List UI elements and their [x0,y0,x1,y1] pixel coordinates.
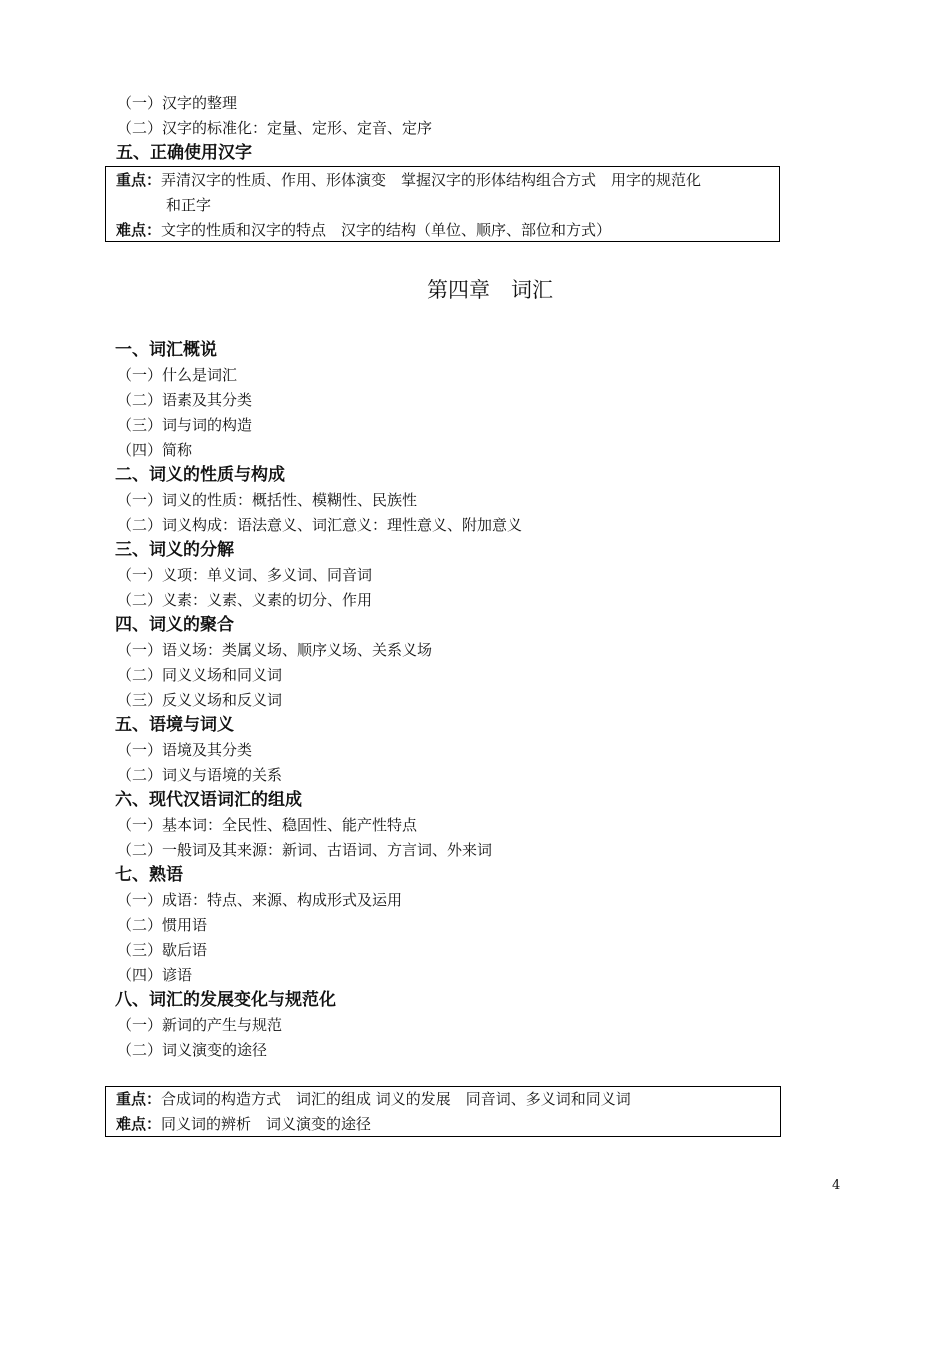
list-item: （三）歇后语 [117,941,208,959]
section-heading: 二、词义的性质与构成 [115,465,285,485]
list-item: （二）词义与语境的关系 [117,766,283,784]
difficulty-label: 难点： [116,221,162,239]
section-heading: 七、熟语 [115,865,183,885]
list-item: （一）成语：特点、来源、构成形式及运用 [117,891,403,909]
section-heading: 三、词义的分解 [115,540,234,560]
list-item: （二）惯用语 [117,916,208,934]
key-text-continued: 和正字 [166,196,212,214]
list-item: （四）谚语 [117,966,193,984]
key-text: 合成词的构造方式 词汇的组成 词义的发展 同音词、多义词和同义词 [161,1090,631,1108]
list-item: （一）词义的性质：概括性、模糊性、民族性 [117,491,418,509]
key-points-box [105,1086,781,1137]
page-number: 4 [832,1178,841,1193]
list-item: （一）什么是词汇 [117,366,238,384]
list-item: （一）语义场：类属义场、顺序义场、关系义场 [117,641,433,659]
list-item: （一）基本词：全民性、稳固性、能产性特点 [117,816,418,834]
difficulty-text: 同义词的辨析 词义演变的途径 [161,1115,372,1133]
key-label: 重点： [116,1090,162,1108]
section-heading: 五、语境与词义 [115,715,234,735]
key-text: 弄清汉字的性质、作用、形体演变 掌握汉字的形体结构组合方式 用字的规范化 [161,171,702,189]
list-item: （二）词义构成：语法意义、词汇意义：理性意义、附加意义 [117,516,523,534]
list-item: （二）一般词及其来源：新词、古语词、方言词、外来词 [117,841,493,859]
list-item: （二）词义演变的途径 [117,1041,268,1059]
key-label: 重点： [116,171,162,189]
chapter-title: 第四章 词汇 [427,278,553,302]
list-item: （四）简称 [117,441,193,459]
section-heading: 八、词汇的发展变化与规范化 [115,990,336,1010]
list-item: （二）语素及其分类 [117,391,253,409]
list-item: （三）反义义场和反义词 [117,691,283,709]
list-item: （一）汉字的整理 [117,94,238,112]
section-heading: 五、正确使用汉字 [116,143,252,163]
list-item: （一）义项：单义词、多义词、同音词 [117,566,373,584]
difficulty-label: 难点： [116,1115,162,1133]
difficulty-text: 文字的性质和汉字的特点 汉字的结构（单位、顺序、部位和方式） [161,221,612,239]
section-heading: 一、词汇概说 [115,340,217,360]
list-item: （二）义素：义素、义素的切分、作用 [117,591,373,609]
section-heading: 六、现代汉语词汇的组成 [115,790,302,810]
list-item: （一）语境及其分类 [117,741,253,759]
section-heading: 四、词义的聚合 [115,615,234,635]
list-item: （三）词与词的构造 [117,416,253,434]
list-item: （二）同义义场和同义词 [117,666,283,684]
key-points-box [105,166,780,242]
list-item: （一）新词的产生与规范 [117,1016,283,1034]
list-item: （二）汉字的标准化：定量、定形、定音、定序 [117,119,433,137]
